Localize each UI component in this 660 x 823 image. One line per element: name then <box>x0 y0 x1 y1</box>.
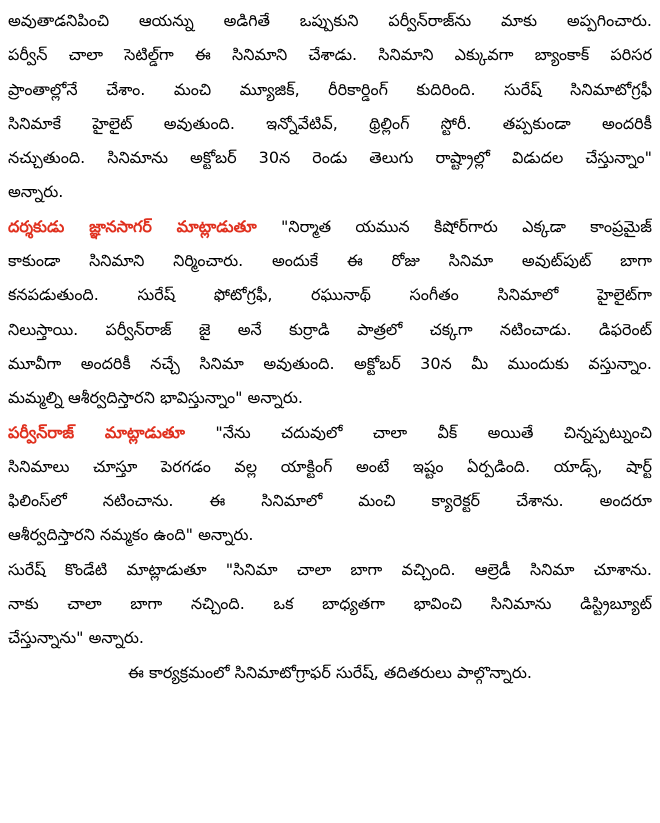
paragraph-closing <box>8 656 652 690</box>
paragraph-producer-quote <box>8 4 652 210</box>
paragraph-director-quote <box>8 210 652 416</box>
text-line: సినిమాకే హైలైట్ అవుతుంది. ఇన్నోవేటివ్, థ్రిల్లింగ్ స్టోరీ. తప్పకుండా అందరికీ <box>8 113 652 133</box>
text-line: నచ్చుతుంది. సినిమాను అక్టోబర్ 30న రెండు తెలుగు రాష్ట్రాల్లో విడుదల చేస్తున్నాం" <box>8 148 652 168</box>
quote-text: "నేను చదువులో చాలా వీక్ అయితే చిన్నప్పట్నుంచి <box>185 422 652 442</box>
text-line: అన్నారు. <box>8 182 64 202</box>
paragraph-actor-quote <box>8 416 652 553</box>
text-line: మూవీగా అందరికీ నచ్చే సినిమా అవుతుంది. అక్టోబర్ 30న మీ ముందుకు వస్తున్నాం. <box>8 353 652 373</box>
text-line: పర్వీన్ చాలా సెటిల్డ్‌గా ఈ సినిమాని చేశాడు. సినిమాని ఎక్కువగా బ్యాంకాక్ పరిసర <box>8 45 652 65</box>
text-line: కనపడుతుంది. సురేష్ ఫోటోగ్రఫీ, రఘునాథ్ సంగీతం సినిమాలో హైలైట్‌గా <box>8 285 652 305</box>
text-line: ఫిలింస్‌లో నటించాను. ఈ సినిమాలో మంచి క్యారెక్టర్ చేశాను. అందరూ <box>8 491 652 511</box>
text-line: సినిమాలు చూస్తూ పెరగడం వల్ల యాక్టింగ్ అంటే ఇష్టం ఏర్పడింది. యాడ్స్, షార్ట్ <box>8 456 652 476</box>
speaker-label-director: దర్శకుడు జ్ఞానసాగర్ మాట్లాడుతూ <box>8 216 257 236</box>
text-line: నిలుస్తాయి. పర్వీన్‌రాజ్ జై అనే కుర్రాడి పాత్రలో చక్కగా నటించాడు. డిఫరెంట్ <box>8 319 652 339</box>
text-line <box>8 210 652 244</box>
text-line: మమ్మల్ని ఆశీర్వదిస్తారని భావిస్తున్నాం" అన్నారు. <box>8 388 303 408</box>
text-line: ఆశీర్వదిస్తారని నమ్మకం ఉంది" అన్నారు. <box>8 525 254 545</box>
paragraph-distributor-quote <box>8 553 652 656</box>
text-line: కాకుండా సినిమాని నిర్మించారు. అందుకే ఈ రోజు సినిమా అవుట్‌పుట్ బాగా <box>8 251 652 271</box>
speaker-label-actor: పర్వీన్‌రాజ్ మాట్లాడుతూ <box>8 422 185 442</box>
text-line: ఈ కార్యక్రమంలో సినిమాటోగ్రాఫర్ సురేష్, తదితరులు పాల్గొన్నారు. <box>128 662 532 682</box>
quote-text: "నిర్మాత యమున కిషోర్‌గారు ఎక్కడా కాంప్రమైజ్ <box>256 216 652 236</box>
text-line: సురేష్ కొండేటి మాట్లాడుతూ "సినిమా చాలా బాగా వచ్చింది. ఆల్రెడీ సినిమా చూశాను. <box>8 559 652 579</box>
text-line: అవుతాడనిపించి ఆయన్ను అడిగితే ఒప్పుకుని పర్వీన్‌రాజ్‌ను మాకు అప్పగించారు. <box>8 11 652 30</box>
text-line: నాకు చాలా బాగా నచ్చింది. ఒక బాధ్యతగా భావించి సినిమాను డిస్ట్రిబ్యూట్ <box>8 594 652 614</box>
text-line: చేస్తున్నాను" అన్నారు. <box>8 628 145 648</box>
text-line <box>8 416 652 450</box>
text-line: ప్రాంతాల్లోనే చేశాం. మంచి మ్యూజిక్, రీరికార్డింగ్ కుదిరింది. సురేష్ సినిమాటోగ్రఫీ <box>8 79 652 99</box>
